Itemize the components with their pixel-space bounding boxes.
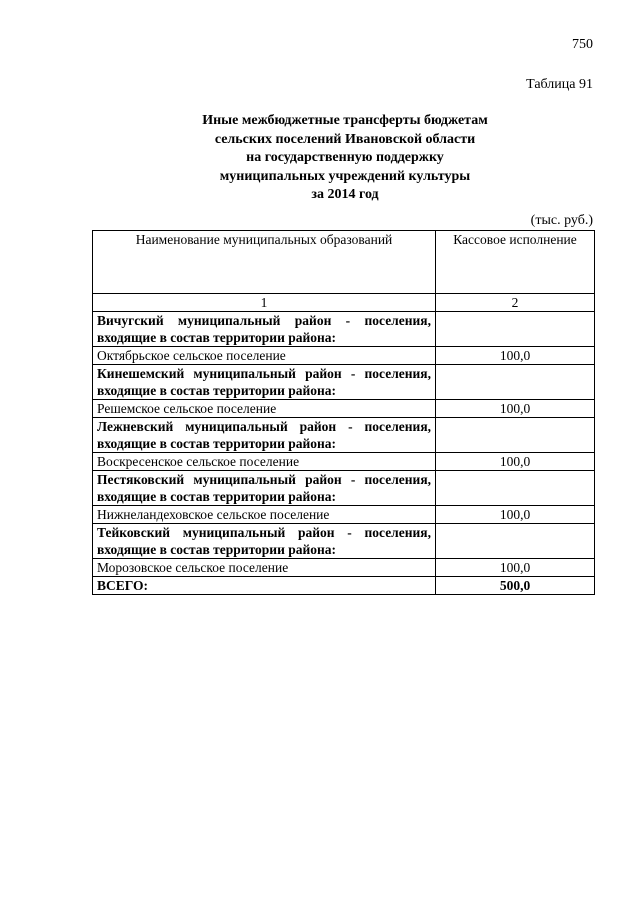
table-row: [93, 347, 595, 365]
total-label: ВСЕГО:: [93, 577, 436, 595]
column-number: 2: [436, 294, 595, 312]
district-name: Тейковский муниципальный район - поселения, входящие в состав территории района:: [93, 524, 436, 559]
title-line: на государственную поддержку: [246, 150, 444, 165]
row-value: [436, 471, 595, 506]
title-line: сельских поселений Ивановской области: [214, 131, 476, 147]
district-name: Кинешемский муниципальный район - поселения, входящие в состав территории района:: [93, 365, 436, 400]
settlement-name: Октябрьское сельское поселение: [93, 347, 436, 365]
table-row: [93, 400, 595, 418]
table-row: [93, 471, 595, 506]
row-value: [436, 312, 595, 347]
district-name: Лежневский муниципальный район - поселения, входящие в состав территории района:: [93, 418, 436, 453]
title-line: муниципальных учреждений культуры: [219, 168, 471, 184]
row-value: [436, 524, 595, 559]
table-row: [93, 365, 595, 400]
title-line: Иные межбюджетные трансферты бюджетам: [202, 113, 488, 128]
table-header-row: [93, 231, 595, 294]
settlement-name: Решемское сельское поселение: [93, 400, 436, 418]
transfers-table: [92, 230, 595, 595]
column-number-row: [93, 294, 595, 312]
page-number: 750: [572, 37, 593, 52]
total-row: [93, 577, 595, 595]
row-value: 100,0: [436, 559, 595, 577]
header-value: Кассовое исполнение: [436, 231, 595, 294]
header-name: Наименование муниципальных образований: [93, 231, 436, 294]
settlement-name: Воскресенское сельское поселение: [93, 453, 436, 471]
table-row: [93, 506, 595, 524]
row-value: 100,0: [436, 453, 595, 471]
row-value: 100,0: [436, 506, 595, 524]
table-row: [93, 453, 595, 471]
document-title: [150, 112, 540, 205]
column-number: 1: [93, 294, 436, 312]
row-value: [436, 365, 595, 400]
row-value: 100,0: [436, 400, 595, 418]
row-value: [436, 418, 595, 453]
settlement-name: Морозовское сельское поселение: [93, 559, 436, 577]
table-row: [93, 559, 595, 577]
district-name: Пестяковский муниципальный район - поселения, входящие в состав территории района:: [93, 471, 436, 506]
settlement-name: Нижнеландеховское сельское поселение: [93, 506, 436, 524]
table-label: Таблица 91: [526, 77, 593, 92]
title-line: за 2014 год: [311, 187, 379, 202]
table-row: [93, 524, 595, 559]
table-row: [93, 312, 595, 347]
district-name: Вичугский муниципальный район - поселения, входящие в состав территории района:: [93, 312, 436, 347]
table-row: [93, 418, 595, 453]
row-value: 100,0: [436, 347, 595, 365]
units-label: (тыс. руб.): [530, 213, 593, 228]
total-value: 500,0: [436, 577, 595, 595]
